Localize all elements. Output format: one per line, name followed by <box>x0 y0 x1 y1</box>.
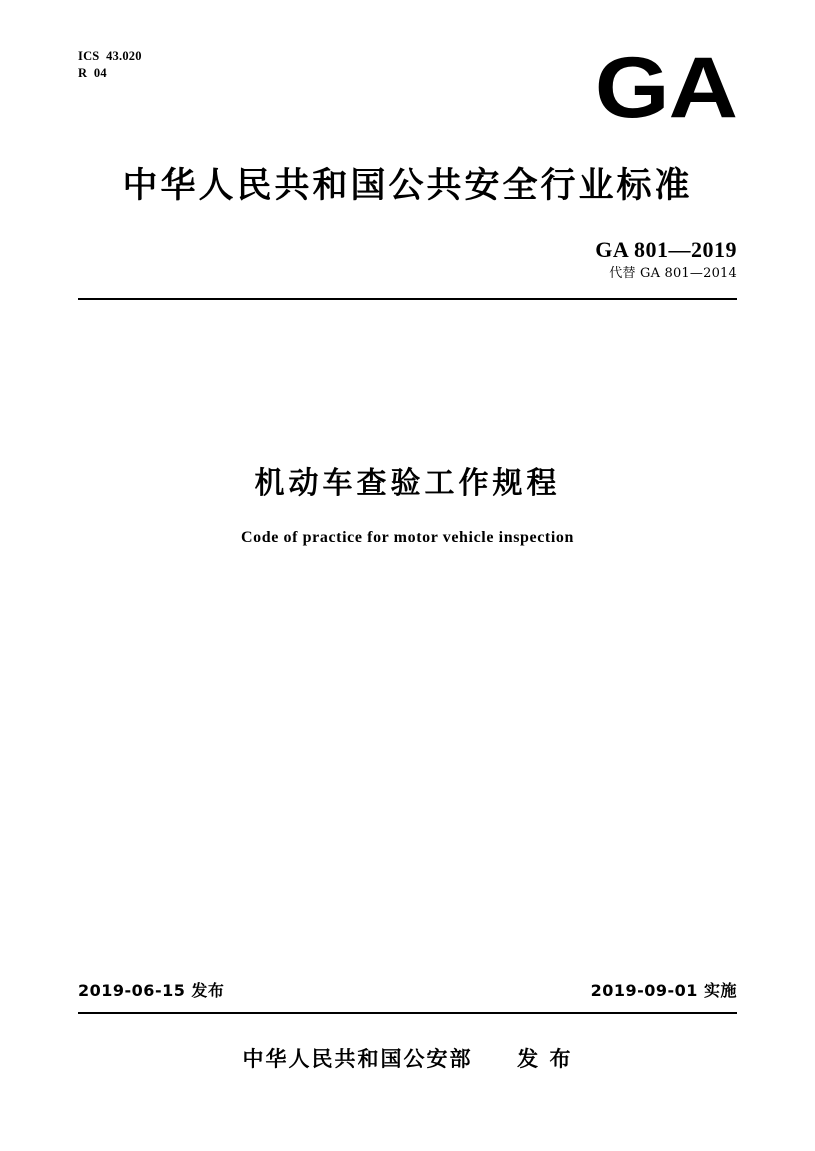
standard-replaces: 代替 GA 801—2014 <box>609 266 737 281</box>
issue-date: 2019-06-15 发布 <box>78 981 225 1000</box>
ga-logo: GA <box>594 40 737 136</box>
issuer-action: 发 布 <box>517 1047 573 1071</box>
ics-block <box>78 48 142 82</box>
divider-top <box>78 298 737 300</box>
document-title-en: Code of practice for motor vehicle inspection <box>240 529 574 546</box>
classification-code: R 04 <box>78 65 107 80</box>
effective-date: 2019-09-01 实施 <box>590 981 737 1000</box>
authority-title: 中华人民共和国公共安全行业标准 <box>122 166 693 206</box>
divider-bottom <box>78 1012 737 1014</box>
ics-code: ICS 43.020 <box>78 49 142 63</box>
issuer-name: 中华人民共和国公安部 <box>242 1047 473 1071</box>
issuer-line <box>0 1043 815 1073</box>
standard-number: GA 801—2019 <box>595 237 737 262</box>
document-title-cn: 机动车查验工作规程 <box>254 466 561 501</box>
